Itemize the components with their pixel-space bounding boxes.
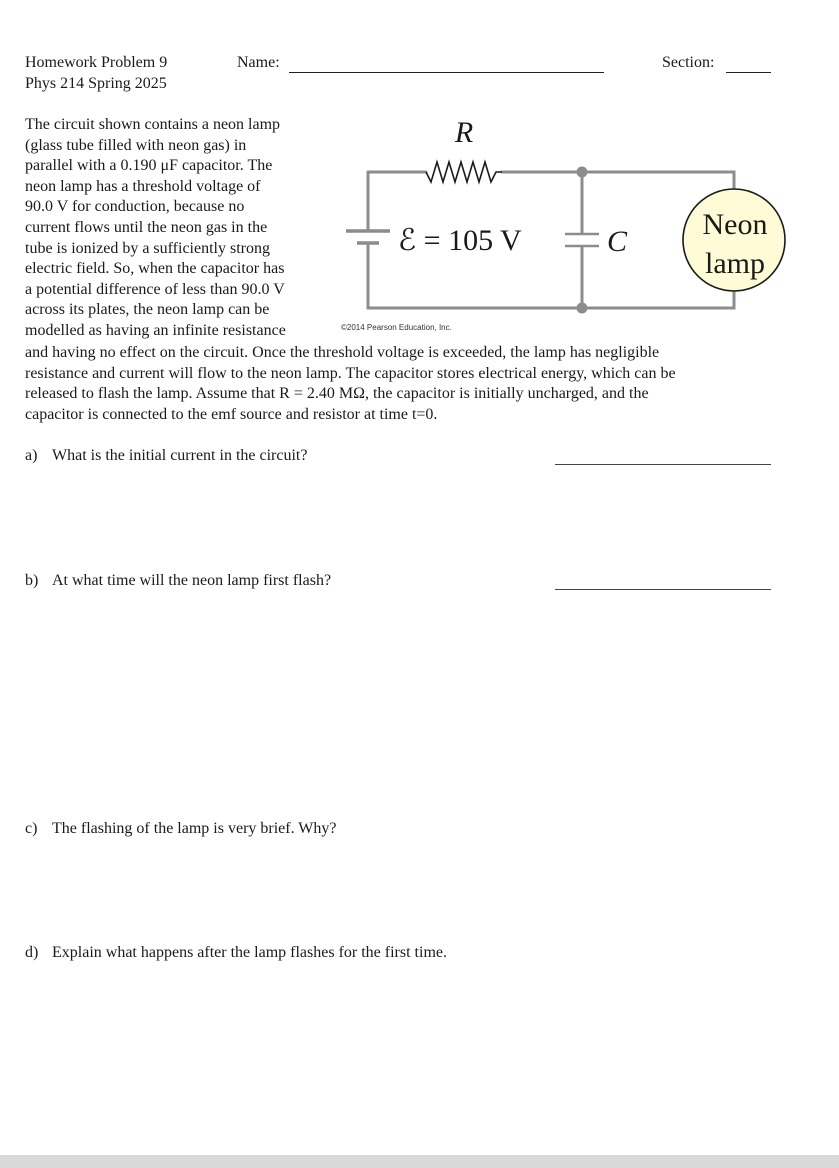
neon-lamp-label-line1: Neon	[702, 208, 768, 241]
circuit-diagram	[330, 110, 800, 335]
intro-line: 90.0 V for conduction, because no	[25, 198, 245, 216]
junction-dot-bottom	[577, 303, 588, 314]
intro-line: resistance and current will flow to the neon lamp. The capacitor stores electrical energy, which can be	[25, 364, 676, 382]
wire-left-top	[368, 172, 426, 229]
course-label: Phys 214 Spring 2025	[25, 75, 167, 92]
question-letter: c)	[25, 820, 38, 837]
intro-line: electric field. So, when the capacitor has	[25, 260, 285, 278]
intro-line: tube is ionized by a sufficiently strong	[25, 239, 270, 257]
capacitor-label: C	[607, 225, 628, 258]
intro-line: across its plates, the neon lamp can be	[25, 301, 270, 319]
answer-line-b[interactable]	[555, 589, 771, 590]
intro-line: current flows until the neon gas in the	[25, 218, 268, 236]
wire-top-right	[502, 172, 734, 203]
resistor-label: R	[454, 116, 474, 149]
intro-line: parallel with a 0.190 μF capacitor. The	[25, 157, 273, 175]
copyright-notice: ©2014 Pearson Education, Inc.	[341, 323, 452, 332]
intro-line: and having no effect on the circuit. Once the threshold voltage is exceeded, the lamp has negligible	[25, 344, 660, 361]
intro-line: modelled as having an infinite resistance	[25, 321, 286, 339]
question-text: The flashing of the lamp is very brief. Why?	[52, 820, 337, 837]
homework-title: Homework Problem 9	[25, 54, 168, 71]
emf-label: ℰ = 105 V	[398, 224, 522, 257]
question-text: At what time will the neon lamp first flash?	[52, 572, 332, 589]
intro-line: neon lamp has a threshold voltage of	[25, 177, 261, 195]
resistor-zigzag	[426, 162, 502, 182]
question-letter: a)	[25, 447, 38, 464]
intro-paragraph-full	[25, 343, 815, 425]
question-text: Explain what happens after the lamp flashes for the first time.	[52, 944, 447, 961]
page-bottom-bar	[0, 1155, 839, 1168]
neon-lamp-label-line2: lamp	[705, 247, 765, 280]
answer-line-a[interactable]	[555, 464, 771, 465]
question-letter: d)	[25, 944, 39, 961]
intro-line: The circuit shown contains a neon lamp	[25, 116, 281, 133]
name-field[interactable]	[289, 72, 604, 73]
section-label: Section:	[662, 54, 715, 71]
question-b	[25, 572, 331, 590]
question-d	[25, 944, 447, 962]
question-a	[25, 447, 307, 465]
junction-dot-top	[577, 167, 588, 178]
intro-line: a potential difference of less than 90.0 V	[25, 280, 285, 298]
question-letter: b)	[25, 572, 39, 589]
intro-paragraph-wrapped	[25, 115, 325, 342]
name-label: Name:	[237, 54, 280, 71]
question-c	[25, 820, 337, 838]
intro-line: capacitor is connected to the emf source and resistor at time t=0.	[25, 405, 438, 423]
section-field[interactable]	[726, 72, 771, 73]
intro-line: (glass tube filled with neon gas) in	[25, 136, 247, 154]
intro-line: released to flash the lamp. Assume that R = 2.40 MΩ, the capacitor is initially uncharged, and the	[25, 385, 649, 403]
question-text: What is the initial current in the circuit?	[52, 447, 308, 464]
